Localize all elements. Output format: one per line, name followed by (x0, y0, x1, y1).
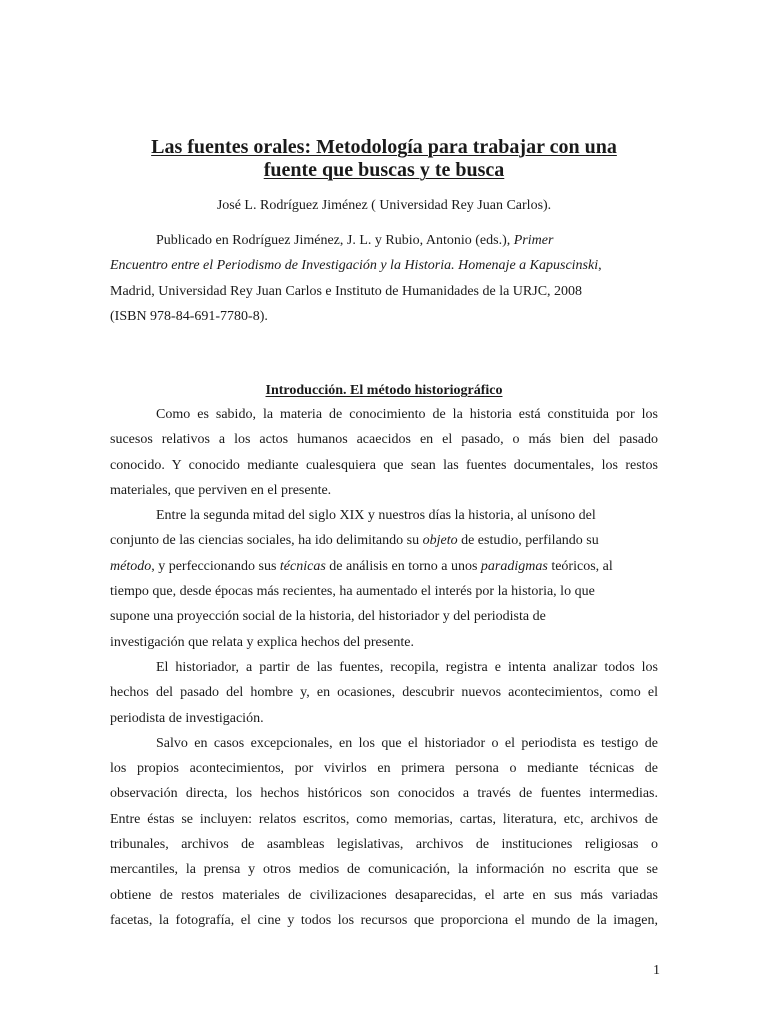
paragraph-line: periodista de investigación. (110, 710, 264, 726)
paragraph-line: conjunto de las ciencias sociales, ha ido delimitando su objeto de estudio, perfilando su (110, 533, 599, 549)
paragraph-line: Salvo en casos excepcionales, en los que el historiador o el periodista es testigo de (156, 735, 658, 751)
paragraph-line: mercantiles, la prensa y otros medios de comunicación, la información no escrita que se (110, 862, 658, 878)
paragraph-line: tribunales, archivos de asambleas legislativas, archivos de instituciones religiosas o (110, 837, 658, 853)
paragraph-line: los propios acontecimientos, por vivirlos en primera persona o mediante técnicas de (110, 761, 658, 777)
title-line-1: Las fuentes orales: Metodología para trabajar con una (151, 136, 617, 158)
paragraph-line: observación directa, los hechos históricos son conocidos a través de fuentes intermedias. (110, 786, 658, 802)
publication-line: Madrid, Universidad Rey Juan Carlos e Instituto de Humanidades de la URJC, 2008 (110, 283, 583, 299)
paragraph-line: obtiene de restos materiales de civilizaciones desaparecidas, el arte en sus más variadas (110, 887, 658, 903)
publication-line: Publicado en Rodríguez Jiménez, J. L. y Rubio, Antonio (eds.), Primer (156, 233, 554, 248)
paragraph-line: investigación que relata y explica hechos del presente. (110, 634, 414, 650)
publication-line: (ISBN 978-84-691-7780-8). (110, 308, 268, 324)
paragraph-line: Entre la segunda mitad del siglo XIX y nuestros días la historia, al unísono del (156, 508, 596, 524)
publication-note (110, 228, 658, 329)
paragraph-line: Entre éstas se incluyen: relatos escritos, como memorias, cartas, literatura, etc, archivos de (110, 811, 658, 827)
paragraph-line: hechos del pasado del hombre y, en ocasiones, descubrir nuevos acontecimientos, como el (110, 685, 658, 701)
paragraph-line: El historiador, a partir de las fuentes, recopila, registra e intenta analizar todos los (156, 659, 658, 675)
paragraph-line: sucesos relativos a los actos humanos acaecidos en el pasado, o más bien del pasado (110, 432, 658, 448)
paragraph-line: tiempo que, desde épocas más recientes, ha aumentado el interés por la historia, lo que (110, 584, 595, 600)
page-number: 1 (653, 963, 660, 978)
paragraph-line: supone una proyección social de la historia, del historiador y del periodista de (110, 609, 546, 625)
paragraph-line: conocido. Y conocido mediante cualesquiera que sean las fuentes documentales, los restos (110, 457, 658, 473)
paragraph-line: materiales, que perviven en el presente. (110, 482, 332, 498)
publication-line: Encuentro entre el Periodismo de Investigación y la Historia. Homenaje a Kapuscinski, (110, 258, 602, 274)
paragraph-line: Como es sabido, la materia de conocimiento de la historia está constituida por los (156, 407, 658, 422)
author-line: José L. Rodríguez Jiménez ( Universidad Rey Juan Carlos). (216, 198, 552, 213)
paragraph-line: método, y perfeccionando sus técnicas de análisis en torno a unos paradigmas teóricos, al (110, 558, 613, 574)
document-title (110, 136, 658, 182)
section-heading: Introducción. El método historiográfico (265, 383, 503, 398)
title-line-2: fuente que buscas y te busca (263, 159, 505, 181)
paragraph-line: facetas, la fotografía, el cine y todos los recursos que proporciona el mundo de la imagen, (110, 912, 658, 928)
body-text (110, 402, 658, 933)
